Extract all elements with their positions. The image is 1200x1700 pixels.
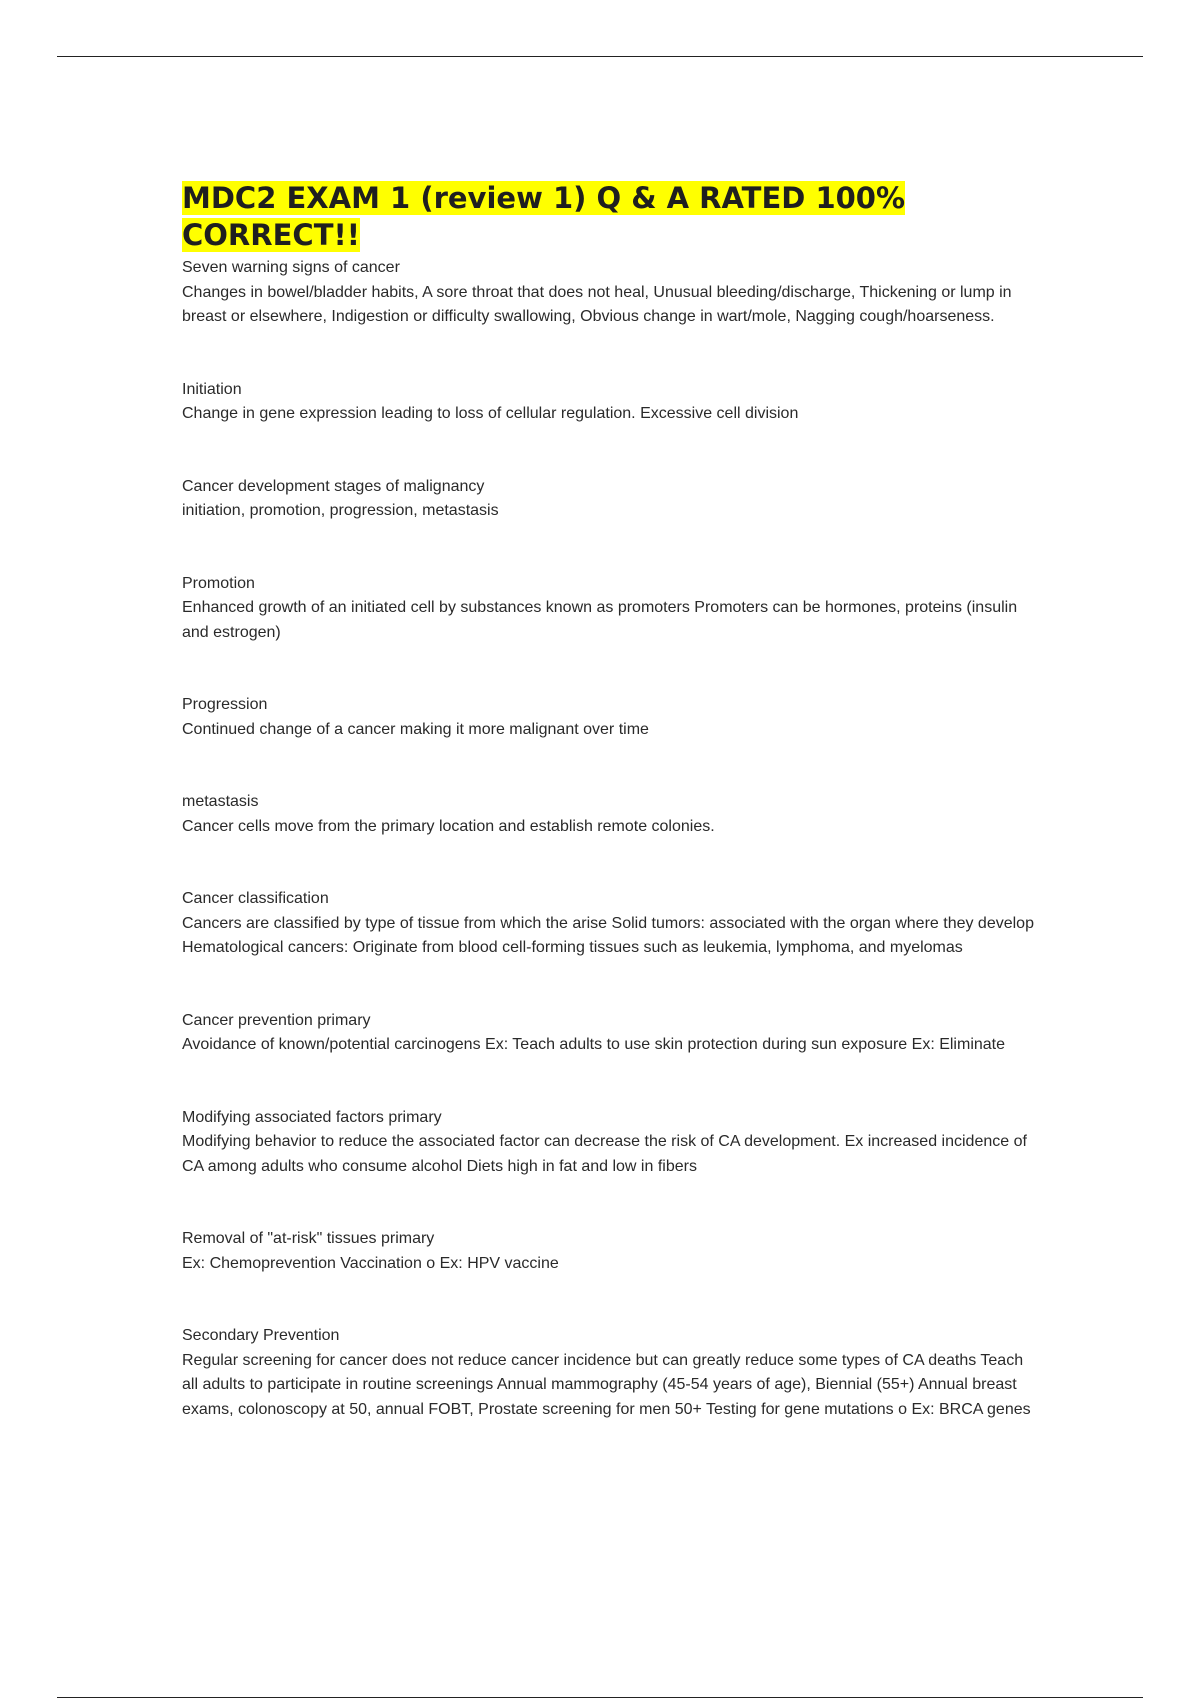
card-question: Modifying associated factors primary (182, 1108, 442, 1126)
card-question: Cancer development stages of malignancy (182, 477, 485, 495)
card-question: Secondary Prevention (182, 1327, 340, 1344)
card-answer: Changes in bowel/bladder habits, A sore throat that does not heal, Unusual bleeding/discharge, Thickening or lump in breast or elsewhere, Indigestion or difficulty swallowing, Obvious change in wart/mole, Nagging cough/hoarseness. (182, 283, 1012, 325)
qa-card (182, 1227, 1042, 1276)
qa-card (182, 1106, 1042, 1180)
card-question: Progression (182, 696, 268, 713)
qa-card (182, 693, 1042, 742)
document-body (182, 180, 1042, 1470)
qa-card (182, 790, 1042, 839)
card-answer: Continued change of a cancer making it more malignant over time (182, 720, 649, 738)
card-question: metastasis (182, 793, 259, 810)
qa-card (182, 378, 1042, 427)
qa-card (182, 887, 1042, 961)
card-question: Cancer classification (182, 890, 329, 907)
qa-card (182, 475, 1042, 524)
title-highlight: MDC2 EXAM 1 (review 1) Q & A RATED 100% CORRECT!! (182, 181, 906, 252)
card-question: Initiation (182, 380, 242, 398)
card-answer: Regular screening for cancer does not reduce cancer incidence but can greatly reduce some types of CA deaths Teach all adults to participate in routine screenings Annual mammography (45-54 years of age), Biennial (55+) Annual breast exams, colonoscopy at 50, annual FOBT, Prostate screening for men 50+ Testing for gene mutations o Ex: BRCA genes (182, 1351, 1031, 1418)
document-title (182, 180, 1042, 254)
qa-card (182, 256, 1042, 330)
card-question: Seven warning signs of cancer (182, 259, 400, 276)
card-answer: Change in gene expression leading to loss of cellular regulation. Excessive cell division (182, 405, 799, 422)
card-question: Promotion (182, 574, 255, 592)
card-answer: Cancers are classified by type of tissue from which the arise Solid tumors: associated with the organ where they develop Hematological cancers: Originate from blood cell-forming tissues such as leukemia, lymphoma, and myelomas (182, 914, 1034, 956)
qa-card (182, 1324, 1042, 1422)
qa-card (182, 572, 1042, 646)
footer-rule (57, 1697, 1143, 1698)
qa-card (182, 1009, 1042, 1058)
card-question: Removal of "at-risk" tissues primary (182, 1230, 435, 1247)
card-answer: Enhanced growth of an initiated cell by substances known as promoters Promoters can be hormones, proteins (insulin and estrogen) (182, 599, 1018, 641)
card-answer: Avoidance of known/potential carcinogens Ex: Teach adults to use skin protection during sun exposure Ex: Eliminate (182, 1036, 1006, 1053)
card-answer: Cancer cells move from the primary location and establish remote colonies. (182, 817, 715, 835)
card-question: Cancer prevention primary (182, 1011, 371, 1029)
header-rule (57, 56, 1143, 57)
card-answer: Modifying behavior to reduce the associated factor can decrease the risk of CA development. Ex increased incidence of CA among adults who consume alcohol Diets high in fat and low in fibers (182, 1133, 1027, 1175)
card-answer: Ex: Chemoprevention Vaccination o Ex: HPV vaccine (182, 1254, 559, 1272)
card-answer: initiation, promotion, progression, metastasis (182, 502, 499, 519)
